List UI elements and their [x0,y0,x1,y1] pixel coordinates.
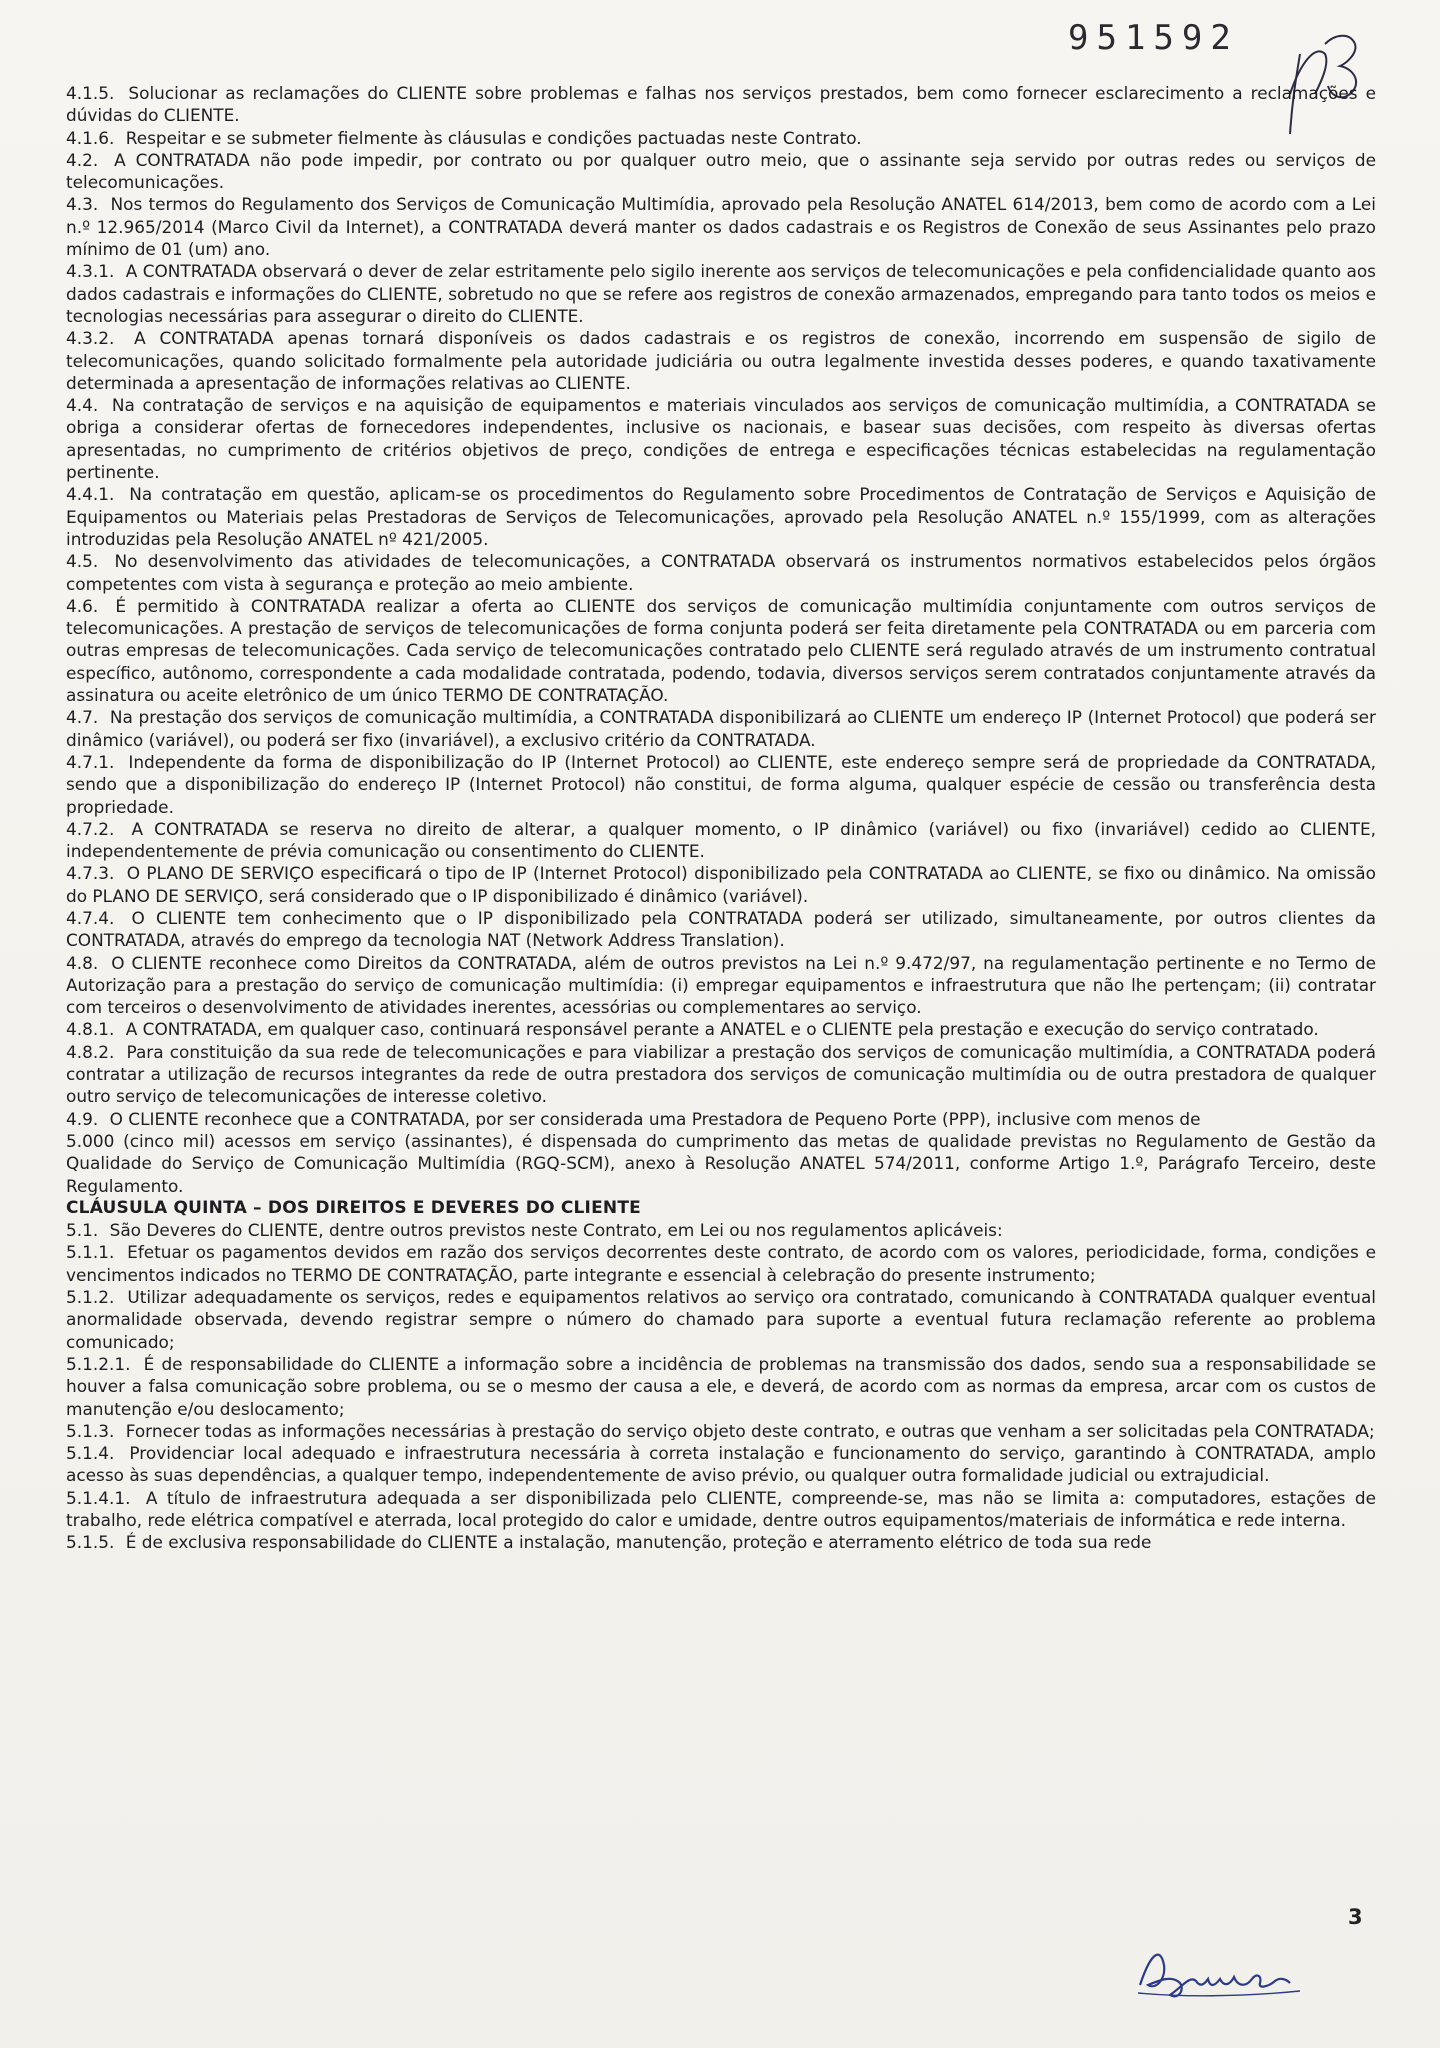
clause-4-9: 4.9. O CLIENTE reconhece que a CONTRATADA, por ser considerada uma Prestadora de Pequeno Porte (PPP), inclusive com menos de [66,1108,1201,1129]
clause-4-4-1: 4.4.1. Na contratação em questão, aplicam-se os procedimentos do Regulamento sobre Procedimentos de Contratação de Serviços e Aquisição de Equipamentos ou Materiais pelas Prestadoras de Serviços de Telecomunicações, aprovado pela Resolução ANATEL n.º 155/1999, com as alterações introduzidas pela Resolução ANATEL nº 421/2005. [66,484,1377,549]
clause-5-1-1: 5.1.1. Efetuar os pagamentos devidos em razão dos serviços decorrentes deste contrato, de acordo com os valores, periodicidade, forma, condições e vencimentos indicados no TERMO DE CONTRATAÇÃO, parte integrante e essencial à celebração do presente instrumento; [66,1242,1376,1285]
clause-5-1-4-1: 5.1.4.1. A título de infraestrutura adequada a ser disponibilizada pelo CLIENTE, compreende-se, mas não se limita a: computadores, estações de trabalho, rede elétrica compatível e aterrada, local protegido do calor e umidade, dentre outros equipamentos/materiais de informática e rede interna. [66,1487,1376,1530]
page-number: 3 [1348,1905,1363,1929]
clause-5-1-3: 5.1.3. Fornecer todas as informações necessárias à prestação do serviço objeto deste contrato, e outras que venham a ser solicitadas pela CONTRATADA; [66,1420,1375,1441]
clause-4-8-2: 4.8.2. Para constituição da sua rede de telecomunicações e para viabilizar a prestação dos serviços de comunicação multimídia, a CONTRATADA poderá contratar a utilização de recursos integrantes da rede de outra prestadora dos serviços de comunicação multimídia ou de outra prestadora de qualquer outro serviço de telecomunicações de interesse coletivo. [66,1041,1376,1107]
clause-4-3-2: 4.3.2. A CONTRATADA apenas tornará disponíveis os dados cadastrais e os registros de conexão, incorrendo em suspensão de sigilo de telecomunicações, quando solicitado formalmente pela autoridade judiciária ou outra legalmente investida desses poderes, e quando taxativamente determinada a apresentação de informações relativas ao CLIENTE. [66,328,1376,393]
section-heading: CLÁUSULA QUINTA – DOS DIREITOS E DEVERES DO CLIENTE [66,1197,641,1218]
document-number: 951592 [1068,18,1239,58]
clause-4-9-continuation: 5.000 (cinco mil) acessos em serviço (assinantes), é dispensada do cumprimento das metas de qualidade previstas no Regulamento de Gestão da Qualidade do Serviço de Comunicação Multimídia (RGQ-SCM), anexo à Resolução ANATEL 574/2011, conforme Artigo 1.º, Parágrafo Terceiro, deste Regulamento. [66,1130,1376,1196]
clause-5-1-2: 5.1.2. Utilizar adequadamente os serviços, redes e equipamentos relativos ao serviço ora contratado, comunicando à CONTRATADA qualquer eventual anormalidade observada, devendo registrar sempre o número do chamado para suporte a eventual futura reclamação referente ao problema comunicado; [66,1287,1376,1352]
clause-4-7-4: 4.7.4. O CLIENTE tem conhecimento que o IP disponibilizado pela CONTRATADA poderá ser utilizado, simultaneamente, por outros clientes da CONTRATADA, através do emprego da tecnologia NAT (Network Address Translation). [66,907,1376,951]
clause-4-8-1: 4.8.1. A CONTRATADA, em qualquer caso, continuará responsável perante a ANATEL e o CLIENTE pela prestação e execução do serviço contratado. [66,1019,1319,1040]
contract-body [66,82,1376,1554]
clause-4-7-3: 4.7.3. O PLANO DE SERVIÇO especificará o tipo de IP (Internet Protocol) disponibilizado pela CONTRATADA ao CLIENTE, se fixo ou dinâmico. Na omissão do PLANO DE SERVIÇO, será considerado que o IP disponibilizado é dinâmico (variável). [66,863,1376,906]
clause-4-7: 4.7. Na prestação dos serviços de comunicação multimídia, a CONTRATADA disponibilizará ao CLIENTE um endereço IP (Internet Protocol) que poderá ser dinâmico (variável), ou poderá ser fixo (invariável), a exclusivo critério da CONTRATADA. [66,707,1376,750]
clause-4-3: 4.3. Nos termos do Regulamento dos Serviços de Comunicação Multimídia, aprovado pela Resolução ANATEL 614/2013, bem como de acordo com a Lei n.º 12.965/2014 (Marco Civil da Internet), a CONTRATADA deverá manter os dados cadastrais e os Registros de Conexão de seus Assinantes pelo prazo mínimo de 01 (um) ano. [66,194,1377,260]
clause-4-1-5: 4.1.5. Solucionar as reclamações do CLIENTE sobre problemas e falhas nos serviços prestados, bem como fornecer esclarecimento a reclamações e dúvidas do CLIENTE. [66,83,1376,126]
clause-4-8: 4.8. O CLIENTE reconhece como Direitos da CONTRATADA, além de outros previstos na Lei n.º 9.472/97, na regulamentação pertinente e no Termo de Autorização para a prestação do serviço de comunicação multimídia: (i) empregar equipamentos e infraestrutura que não lhe pertençam; (ii) contratar com terceiros o desenvolvimento de atividades inerentes, acessórias ou complementares ao serviço. [66,952,1376,1018]
signature-icon [1130,1935,1320,2005]
clause-4-5: 4.5. No desenvolvimento das atividades de telecomunicações, a CONTRATADA observará os instrumentos normativos estabelecidos pelos órgãos competentes com vista à segurança e proteção ao meio ambiente. [66,551,1376,594]
clause-5-1-4: 5.1.4. Providenciar local adequado e infraestrutura necessária à correta instalação e funcionamento do serviço, garantindo à CONTRATADA, amplo acesso às suas dependências, a qualquer tempo, independentemente de aviso prévio, ou qualquer outra formalidade judicial ou extrajudicial. [66,1443,1376,1486]
clause-4-2: 4.2. A CONTRATADA não pode impedir, por contrato ou por qualquer outro meio, que o assinante seja servido por outras redes ou serviços de telecomunicações. [66,149,1377,193]
clause-4-1-6: 4.1.6. Respeitar e se submeter fielmente às cláusulas e condições pactuadas neste Contrato. [66,127,862,148]
clause-5-1-5: 5.1.5. É de exclusiva responsabilidade do CLIENTE a instalação, manutenção, proteção e aterramento elétrico de toda sua rede [66,1532,1152,1553]
clause-4-6: 4.6. É permitido à CONTRATADA realizar a oferta ao CLIENTE dos serviços de comunicação multimídia conjuntamente com outros serviços de telecomunicações. A prestação de serviços de telecomunicações de forma conjunta poderá ser feita diretamente pela CONTRATADA ou em parceria com outras empresas de telecomunicações. Cada serviço de telecomunicações contratado pelo CLIENTE será regulado através de um instrumento contratual específico, autônomo, correspondente a cada modalidade contratada, podendo, todavia, diversos serviços serem contratados conjuntamente através da assinatura ou aceite eletrônico de um único TERMO DE CONTRATAÇÃO. [66,595,1376,706]
clause-5-1: 5.1. São Deveres do CLIENTE, dentre outros previstos neste Contrato, em Lei ou nos regulamentos aplicáveis: [66,1220,1003,1241]
clause-4-3-1: 4.3.1. A CONTRATADA observará o dever de zelar estritamente pelo sigilo inerente aos serviços de telecomunicações e pela confidencialidade quanto aos dados cadastrais e informações do CLIENTE, sobretudo no que se refere aos registros de conexão armazenados, empregando para tanto todos os meios e tecnologias necessárias para assegurar o direito do CLIENTE. [66,261,1376,326]
clause-5-1-2-1: 5.1.2.1. É de responsabilidade do CLIENTE a informação sobre a incidência de problemas na transmissão dos dados, sendo sua a responsabilidade se houver a falsa comunicação sobre problema, ou se o mesmo der causa a ele, e deverá, de acordo com as normas da empresa, arcar com os custos de manutenção e/ou deslocamento; [66,1353,1376,1419]
clause-4-7-2: 4.7.2. A CONTRATADA se reserva no direito de alterar, a qualquer momento, o IP dinâmico (variável) ou fixo (invariável) cedido ao CLIENTE, independentemente de prévia comunicação ou consentimento do CLIENTE. [66,818,1376,862]
clause-4-7-1: 4.7.1. Independente da forma de disponibilização do IP (Internet Protocol) ao CLIENTE, este endereço sempre será de propriedade da CONTRATADA, sendo que a disponibilização do endereço IP (Internet Protocol) não constitui, de forma alguma, qualquer espécie de cessão ou transferência desta propriedade. [66,751,1376,817]
clause-4-4: 4.4. Na contratação de serviços e na aquisição de equipamentos e materiais vinculados aos serviços de comunicação multimídia, a CONTRATADA se obriga a considerar ofertas de fornecedores independentes, inclusive os nacionais, e basear suas decisões, com respeito às diversas ofertas apresentadas, no cumprimento de critérios objetivos de preço, condições de entrega e especificações técnicas estabelecidas na regulamentação pertinente. [66,395,1376,483]
